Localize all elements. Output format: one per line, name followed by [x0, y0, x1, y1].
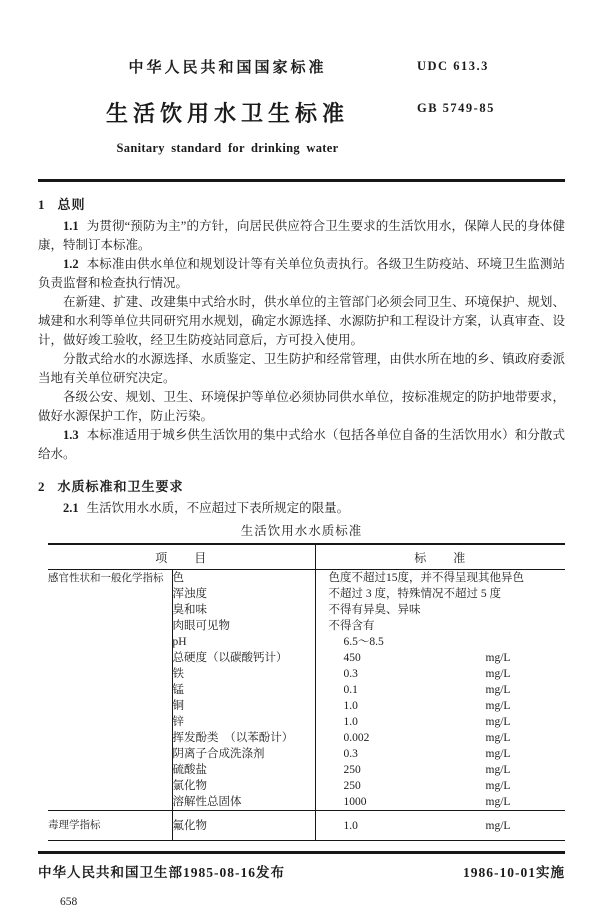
national-standard-label: 中华人民共和国国家标准 — [128, 60, 327, 76]
standard-cell — [315, 618, 565, 634]
standard-cell — [315, 778, 565, 794]
standard-value-row — [316, 650, 566, 666]
standard-value-row — [316, 818, 566, 834]
standard-unit: mg/L — [485, 700, 511, 712]
section-heading-label: 水质标准和卫生要求 — [57, 479, 184, 494]
standard-value: 1000 — [343, 796, 367, 808]
standard-cell — [315, 730, 565, 746]
section-heading — [38, 476, 565, 495]
standard-unit: mg/L — [485, 668, 511, 680]
standard-unit: mg/L — [485, 819, 511, 832]
table-group — [48, 811, 565, 841]
standard-cell — [315, 586, 565, 602]
standard-cell — [315, 811, 565, 841]
standard-value: 1.0 — [343, 819, 358, 832]
clause-number: 1.1 — [63, 219, 79, 233]
clause-number: 1.2 — [63, 257, 79, 271]
body-paragraph: 分散式给水的水源选择、水质鉴定、卫生防护和经常管理，由供水所在地的乡、镇政府委派当地有关单位研究决定。 — [38, 352, 565, 385]
body-paragraph: 2.1 生活饮用水水质，不应超过下表所规定的限量。 — [63, 501, 350, 515]
footer-divider — [38, 851, 565, 854]
column-header-standard: 标 准 — [315, 544, 565, 570]
body-paragraph: 各级公安、规划、卫生、环境保护等单位必须协同供水单位，按标准规定的防护地带要求，做好水源保护工作，防止污染。 — [38, 390, 565, 423]
body-paragraph: 在新建、扩建、改建集中式给水时，供水单位的主管部门必须会同卫生、环境保护、规划、城建和水利等单位共同研究用水规划，确定水源选择、水源防护和工程设计方案，认真审查、设计，做好竣工验收，经卫生防疫站同意后，方可投入使用。 — [38, 295, 565, 347]
standard-value-row — [316, 666, 566, 682]
table-group — [48, 570, 565, 811]
standard-cell — [315, 602, 565, 618]
body-paragraph: 1.2 本标准由供水单位和规划设计等有关单位负责执行。各级卫生防疫站、环境卫生监测站负责监督和检查执行情况。 — [38, 257, 565, 290]
section-heading — [38, 194, 565, 213]
indicator-item-cell: 氯化物 — [172, 778, 315, 794]
standard-unit: mg/L — [485, 764, 511, 776]
indicator-item-cell: 硫酸盐 — [172, 762, 315, 778]
standard-cell — [315, 570, 565, 587]
standard-cell — [315, 746, 565, 762]
indicator-item-cell: 阴离子合成洗涤剂 — [172, 746, 315, 762]
page-number: 658 — [60, 896, 78, 908]
standard-cell — [315, 714, 565, 730]
standard-text: 不得有异臭、异味 — [328, 604, 421, 616]
standard-unit: mg/L — [485, 652, 511, 664]
standard-value: 250 — [343, 764, 361, 776]
issued-by-text: 中华人民共和国卫生部1985-08-16发布 — [38, 865, 285, 880]
header-title-block — [38, 56, 417, 156]
standard-unit: mg/L — [485, 780, 511, 792]
indicator-item-cell: 氟化物 — [172, 811, 315, 841]
indicator-item-cell: 锰 — [172, 682, 315, 698]
column-header-item: 项 目 — [48, 544, 315, 570]
indicator-item-cell: 肉眼可见物 — [172, 618, 315, 634]
indicator-item-cell: 臭和味 — [172, 602, 315, 618]
standard-value: 0.3 — [343, 668, 358, 680]
effective-date-text: 1986-10-01实施 — [463, 865, 565, 880]
standard-value: 0.1 — [343, 684, 358, 696]
standard-value-row — [316, 682, 566, 698]
udc-number: UDC 613.3 — [417, 59, 489, 73]
standard-value: 1.0 — [343, 700, 358, 712]
indicator-item-cell: 铜 — [172, 698, 315, 714]
standard-value: 0.3 — [343, 748, 358, 760]
clause-number: 2.1 — [63, 501, 79, 515]
section-heading-label: 总则 — [57, 197, 86, 212]
standard-cell — [315, 682, 565, 698]
standard-unit: mg/L — [485, 716, 511, 728]
standard-cell — [315, 634, 565, 650]
indicator-item-cell: 色 — [172, 570, 315, 587]
indicator-item-cell: 铁 — [172, 666, 315, 682]
standard-value-row — [316, 778, 566, 794]
standard-cell — [315, 650, 565, 666]
standard-unit: mg/L — [485, 684, 511, 696]
standard-value: 6.5～8.5 — [343, 636, 384, 648]
indicator-item-cell: pH — [172, 634, 315, 650]
standard-cell — [315, 666, 565, 682]
standard-cell — [315, 698, 565, 714]
indicator-item-cell: 溶解性总固体 — [172, 794, 315, 811]
table-header-row — [48, 544, 565, 570]
standard-value-row — [316, 762, 566, 778]
standard-value-row — [316, 794, 566, 810]
indicator-item-cell: 挥发酚类 （以苯酚计） — [172, 730, 315, 746]
standard-unit: mg/L — [485, 748, 511, 760]
header-code-block — [417, 56, 565, 156]
standard-value-row — [316, 714, 566, 730]
standard-value: 450 — [343, 652, 361, 664]
standard-unit: mg/L — [485, 796, 511, 808]
standard-value: 250 — [343, 780, 361, 792]
table-title: 生活饮用水水质标准 — [240, 524, 363, 538]
table-row — [48, 570, 565, 587]
table-header — [48, 544, 565, 570]
standard-value-row — [316, 634, 566, 650]
standard-cell — [315, 762, 565, 778]
section-number: 2 — [38, 479, 46, 494]
document-header — [38, 56, 565, 156]
header-divider — [38, 179, 565, 182]
section-number: 1 — [38, 197, 46, 212]
standard-value-row — [316, 746, 566, 762]
document-footer — [38, 861, 565, 881]
table-row — [48, 811, 565, 841]
standard-value: 1.0 — [343, 716, 358, 728]
document-body — [38, 194, 565, 518]
indicator-item-cell: 锌 — [172, 714, 315, 730]
category-cell: 感官性状和一般化学指标 — [48, 570, 172, 811]
body-paragraph: 1.3 本标准适用于城乡供生活饮用的集中式给水（包括各单位自备的生活饮用水）和分散式给水。 — [38, 428, 565, 461]
standard-text: 不得含有 — [328, 620, 375, 632]
standard-value-row — [316, 698, 566, 714]
standard-code: GB 5749-85 — [417, 101, 495, 115]
page-title: 生活饮用水卫生标准 — [105, 101, 349, 126]
standard-unit: mg/L — [485, 732, 511, 744]
category-cell: 毒理学指标 — [48, 811, 172, 841]
indicator-item-cell: 总硬度（以碳酸钙计） — [172, 650, 315, 666]
clause-number: 1.3 — [63, 428, 79, 442]
standard-value-row — [316, 730, 566, 746]
page-title-english: Sanitary standard for drinking water — [116, 141, 339, 155]
standard-value: 0.002 — [343, 732, 370, 744]
standard-text: 色度不超过15度，并不得呈现其他异色 — [328, 572, 525, 584]
standard-text: 不超过 3 度，特殊情况不超过 5 度 — [328, 588, 502, 600]
standard-cell — [315, 794, 565, 811]
water-quality-table — [48, 543, 565, 841]
body-paragraph: 1.1 为贯彻“预防为主”的方针，向居民供应符合卫生要求的生活饮用水，保障人民的身体健康，特制订本标准。 — [38, 219, 565, 252]
indicator-item-cell: 浑浊度 — [172, 586, 315, 602]
